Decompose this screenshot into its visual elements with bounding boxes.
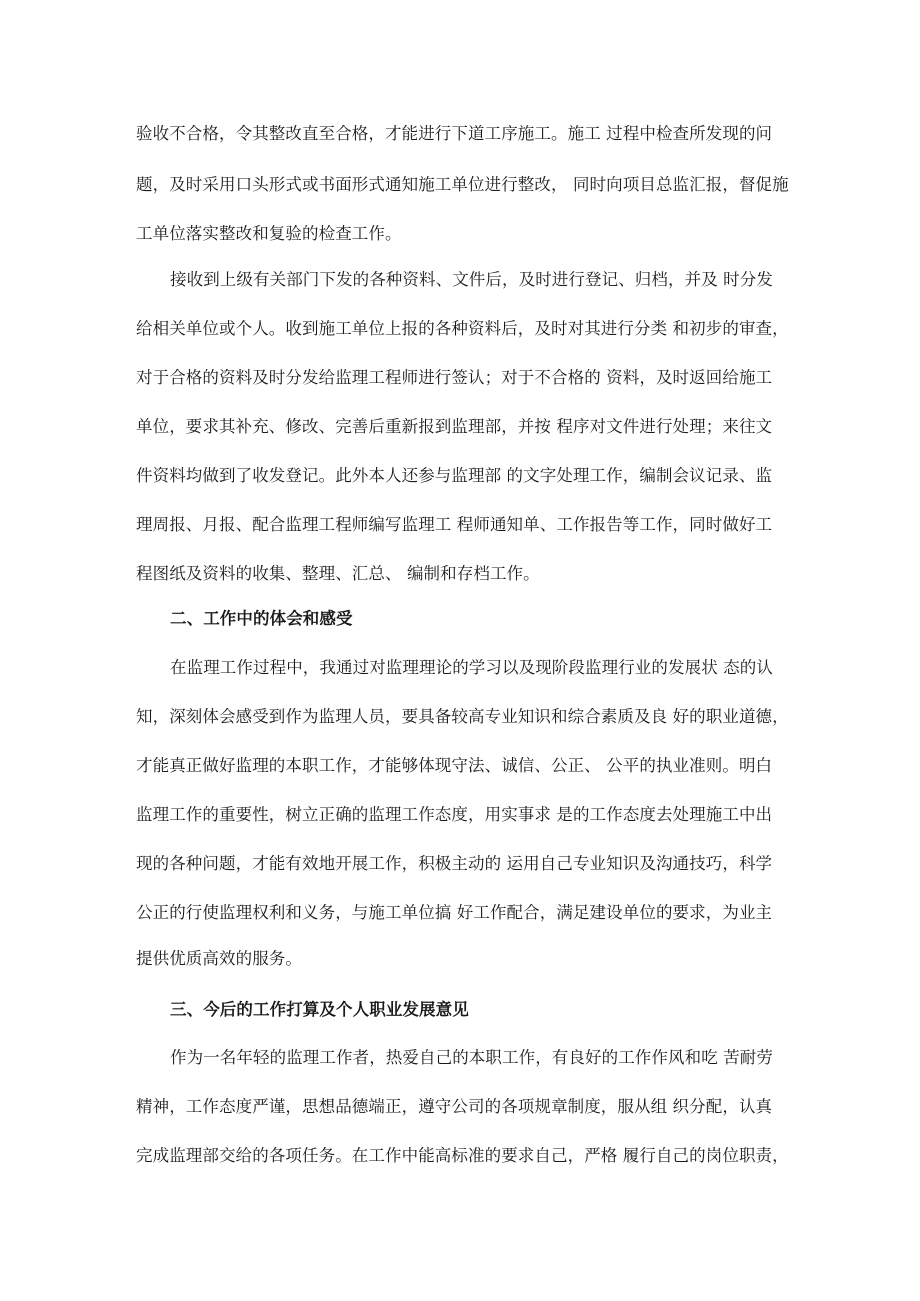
section-heading: 三、今后的工作打算及个人职业发展意见 (170, 1000, 469, 1019)
paragraph-line: 现的各种问题，才能有效地开展工作，积极主动的 运用自己专业知识及沟通技巧，科学 (136, 854, 773, 873)
paragraph-line: 精神，工作态度严谨，思想品德端正，遵守公司的各项规章制度，服从组 织分配，认真 (136, 1097, 773, 1116)
paragraph-line: 提供优质高效的服务。 (136, 949, 302, 968)
paragraph-line: 题，及时采用口头形式或书面形式通知施工单位进行整改， 同时向项目总监汇报，督促施 (136, 175, 789, 194)
paragraph-line: 对于合格的资料及时分发给监理工程师进行签认；对于不合格的 资料，及时返回给施工 (136, 368, 773, 387)
paragraph-line: 工单位落实整改和复验的检查工作。 (136, 224, 402, 243)
paragraph-line: 在监理工作过程中，我通过对监理理论的学习以及现阶段监理行业的发展状 态的认 (170, 658, 773, 677)
paragraph-line: 接收到上级有关部门下发的各种资料、文件后，及时进行登记、归档，并及 时分发 (170, 270, 773, 289)
paragraph-line: 公正的行使监理权利和义务，与施工单位搞 好工作配合，满足建设单位的要求，为业主 (136, 903, 773, 922)
paragraph-line: 作为一名年轻的监理工作者，热爱自己的本职工作，有良好的工作作风和吃 苦耐劳 (170, 1048, 773, 1067)
paragraph-line: 才能真正做好监理的本职工作，才能够体现守法、诚信、公正、 公平的执业准则。明白 (136, 756, 773, 775)
paragraph-line: 理周报、月报、配合监理工程师编写监理工 程师通知单、工作报告等工作，同时做好工 (136, 515, 773, 534)
paragraph-line: 给相关单位或个人。收到施工单位上报的各种资料后，及时对其进行分类 和初步的审查， (136, 319, 789, 338)
paragraph-line: 完成监理部交给的各项任务。在工作中能高标准的要求自己，严格 履行自己的岗位职责， (136, 1146, 789, 1165)
paragraph-line: 件资料均做到了收发登记。此外本人还参与监理部 的文字处理工作，编制会议记录、监 (136, 466, 773, 485)
paragraph-line: 知，深刻体会感受到作为监理人员，要具备较高专业知识和综合素质及良 好的职业道德， (136, 707, 789, 726)
paragraph-line: 验收不合格，令其整改直至合格，才能进行下道工序施工。施工 过程中检查所发现的问 (136, 124, 773, 143)
section-heading: 二、工作中的体会和感受 (170, 609, 353, 628)
paragraph-line: 程图纸及资料的收集、整理、汇总、 编制和存档工作。 (136, 564, 540, 583)
paragraph-line: 单位，要求其补充、修改、完善后重新报到监理部，并按 程序对文件进行处理；来往文 (136, 417, 773, 436)
paragraph-line: 监理工作的重要性，树立正确的监理工作态度，用实事求 是的工作态度去处理施工中出 (136, 805, 773, 824)
